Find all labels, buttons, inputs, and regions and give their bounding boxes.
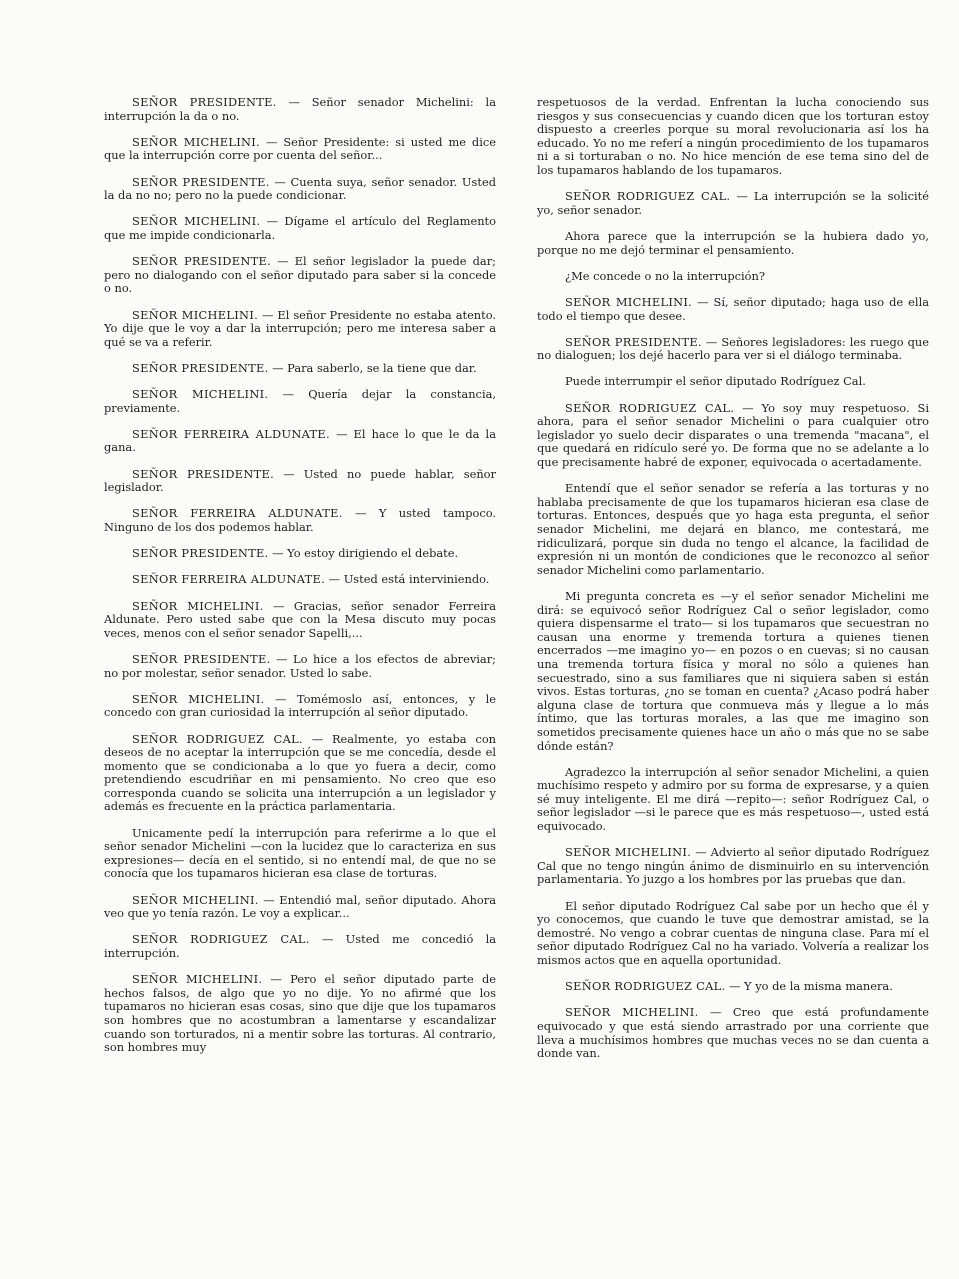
speaker-name: SEÑOR MICHELINI.: [565, 294, 693, 309]
paragraph: [104, 309, 496, 350]
paragraph: [537, 980, 929, 994]
paragraph-text: Agradezco la interrupción al señor senador Michelini, a quien muchísimo respeto y admiro por su forma de expresarse, y a quien sé muy inteligente. El me dirá —repito—: señor Rodríguez Cal, o señor legislador —si le parece que es más respetuoso—, usted está equivocado.: [537, 764, 929, 834]
paragraph-text: — Lo hice a los efectos de abreviar; no por molestar, señor senador. Usted lo sabe.: [104, 651, 497, 680]
paragraph-text: — Creo que está profundamente equivocado y que está siendo arrastrado por una corriente que lleva a muchísimos hombres que muchas veces no se dan cuenta a donde van.: [537, 1005, 929, 1061]
paragraph: [537, 96, 929, 178]
paragraph-text: — El señor Presidente no estaba atento. Yo dije que le voy a dar la interrupción; pero me interesa saber a qué se va a referir.: [104, 307, 497, 349]
paragraph: [104, 693, 496, 720]
paragraph-text: — Yo soy muy respetuoso. Si ahora, para el señor senador Michelini o para cualquier otro legislador yo suelo decir disparates o una tremenda "macana", el que quedará en ridículo seré yo. De forma que no se adelante a lo que precisamente habré de exponer, equivocada o acertadamente.: [537, 400, 930, 470]
speaker-name: SEÑOR RODRIGUEZ CAL.: [132, 932, 310, 947]
paragraph: [104, 215, 496, 242]
paragraph-text: ¿Me concede o no la interrupción?: [565, 268, 765, 283]
paragraph: [537, 375, 929, 389]
paragraph-text: Mi pregunta concreta es —y el señor senador Michelini me dirá: se equivocó señor Rodríguez Cal o señor legislador, como quiera dispensarme el trato— si los tupamaros que secuestran no causan una enorme y tremenda tortura a quienes tienen encerrados —me imagino yo— en pozos o en cuevas; si no causan una tremenda tortura física y moral no sólo a quienes han secuestrado, sino a sus familiares que ni siquiera saben si están vivos. Estas torturas, ¿no se toman en cuenta? ¿Acaso podrá haber alguna clase de tortura que conmueva más y llegue a lo más íntimo, que las torturas morales, a las que me imagino son sometidos precisamente quienes hace un año o más que no se sabe dónde están?: [537, 588, 929, 753]
speaker-name: SEÑOR PRESIDENTE.: [132, 651, 271, 666]
paragraph: [537, 336, 929, 363]
speaker-name: SEÑOR PRESIDENTE.: [132, 174, 270, 189]
paragraph: [537, 482, 929, 577]
paragraph-text: — Sí, señor diputado; haga uso de ella todo el tiempo que desee.: [537, 294, 929, 323]
paragraph: [104, 894, 496, 921]
paragraph: [104, 428, 496, 455]
paragraph-text: — Señores legisladores: les ruego que no dialoguen; los dejé hacerlo para ver si el diálogo terminaba.: [537, 334, 929, 363]
speaker-name: SEÑOR MICHELINI.: [132, 307, 259, 322]
paragraph: [537, 230, 929, 257]
speaker-name: SEÑOR RODRIGUEZ CAL.: [565, 979, 726, 994]
paragraph: [104, 573, 496, 587]
paragraph: [537, 590, 929, 753]
speaker-name: SEÑOR RODRIGUEZ CAL.: [565, 400, 735, 415]
right-column: [537, 96, 929, 1073]
paragraph: [537, 1006, 929, 1060]
paragraph-text: — Usted me concedió la interrupción.: [104, 932, 497, 960]
paragraph: [104, 176, 496, 203]
speaker-name: SEÑOR MICHELINI.: [132, 214, 261, 229]
speaker-name: SEÑOR MICHELINI.: [132, 387, 269, 402]
speaker-name: SEÑOR PRESIDENTE.: [132, 254, 272, 269]
paragraph: [537, 402, 929, 470]
paragraph: [104, 547, 496, 561]
paragraph-text: — Cuenta suya, señor senador. Usted la da no no; pero no la puede condicionar.: [104, 174, 496, 203]
paragraph-text: — Señor Presidente: si usted me dice que la interrupción corre por cuenta del señor...: [104, 134, 496, 163]
speaker-name: SEÑOR PRESIDENTE.: [132, 546, 269, 561]
paragraph-text: — Tomémoslo así, entonces, y le concedo con gran curiosidad la interrupción al señor diputado.: [104, 691, 496, 720]
paragraph-text: Puede interrumpir el señor diputado Rodríguez Cal.: [565, 374, 866, 389]
paragraph: [537, 270, 929, 284]
speaker-name: SEÑOR MICHELINI.: [132, 134, 261, 149]
paragraph-text: — Yo estoy dirigiendo el debate.: [268, 546, 459, 561]
paragraph-text: — Realmente, yo estaba con deseos de no aceptar la interrupción que se me concedía, desde el momento que se condicionaba a lo que yo fuera a decir, como pretendiendo escudriñar en mi pensamiento. No creo que eso corresponda cuando se solicita una interrupción a un legislador y además es frecuente en la práctica parlamentaria.: [104, 731, 497, 814]
paragraph-text: — Quería dejar la constancia, previamente.: [104, 387, 496, 415]
paragraph-text: — El señor legislador la puede dar; pero no dialogando con el señor diputado para saber si la concede o no.: [104, 254, 496, 296]
speaker-name: SEÑOR FERREIRA ALDUNATE.: [132, 572, 326, 587]
paragraph-text: — El hace lo que le da la gana.: [104, 426, 496, 455]
paragraph-text: — Señor senador Michelini: la interrupción la da o no.: [104, 95, 496, 123]
speaker-name: SEÑOR RODRIGUEZ CAL.: [132, 731, 303, 746]
speaker-name: SEÑOR PRESIDENTE.: [132, 466, 275, 481]
paragraph-text: — Y usted tampoco. Ninguno de los dos podemos hablar.: [104, 506, 496, 534]
paragraph-text: Entendí que el señor senador se refería a las torturas y no hablaba precisamente de que los tupamaros hicieran esa clase de torturas. Entonces, después que yo haga esta pregunta, el señor senador Michelini, me dejará en blanco, me contestará, me ridiculizará, porque sin duda no tengo el alcance, la facilidad de expresión ni un montón de condiciones que le reconozco al señor senador Michelini como parlamentario.: [537, 481, 929, 577]
paragraph-text: — Usted está interviniendo.: [325, 572, 490, 587]
speaker-name: SEÑOR PRESIDENTE.: [132, 95, 277, 109]
paragraph: [537, 846, 929, 887]
speaker-name: SEÑOR RODRIGUEZ CAL.: [565, 189, 731, 204]
speaker-name: SEÑOR PRESIDENTE.: [565, 334, 702, 349]
paragraph: [537, 296, 929, 323]
paragraph-text: — Dígame el artículo del Reglamento que me impide condicionarla.: [104, 214, 496, 242]
speaker-name: SEÑOR PRESIDENTE.: [132, 360, 269, 375]
paragraph: [104, 507, 496, 534]
paragraph: [104, 468, 496, 495]
speaker-name: SEÑOR MICHELINI.: [132, 691, 265, 706]
paragraph: [104, 933, 496, 960]
paragraph-text: — La interrupción se la solicité yo, señor senador.: [537, 189, 930, 217]
paragraph: [104, 255, 496, 296]
paragraph: [104, 733, 496, 815]
paragraph-text: — Pero el señor diputado parte de hechos falsos, de algo que yo no dije. Yo no afirmé que los tupamaros no hicieran esas cosas, sino que dije que los tupamaros son hombres que no acostumbran a lamentarse y escandalizar cuando son torturados, ni a mentir sobre las torturas. Al contrario, son hombres muy: [104, 972, 497, 1055]
paragraph: [104, 973, 496, 1055]
paragraph-text: El señor diputado Rodríguez Cal sabe por un hecho que él y yo conocemos, que cuando le tuve que demostrar amistad, se la demostré. No vengo a cobrar cuentas de ninguna clase. Para mí el señor diputado Rodríguez Cal no ha variado. Volvería a realizar los mismos actos que en aquella oportunidad.: [537, 898, 929, 967]
speaker-name: SEÑOR MICHELINI.: [565, 845, 692, 860]
paragraph: [104, 600, 496, 641]
paragraph: [104, 362, 496, 376]
paragraph: [104, 96, 496, 123]
paragraph: [104, 827, 496, 881]
paragraph: [104, 653, 496, 680]
paragraph: [537, 190, 929, 217]
paragraph-text: — Usted no puede hablar, señor legislador.: [104, 466, 496, 495]
paragraph: [537, 766, 929, 834]
paragraph-text: respetuosos de la verdad. Enfrentan la lucha conociendo sus riesgos y sus consecuencias y cuando dicen que los torturan estoy dispuesto a creerles porque su moral revolucionaria así los ha educado. Yo no me referí a ningún procedimiento de los tupamaros ni a si torturaban o no. No hice mención de ese tema sino del de los tupamaros hablando de los tupamaros.: [537, 95, 929, 177]
paragraph-text: — Y yo de la misma manera.: [725, 979, 893, 994]
paragraph: [537, 900, 929, 968]
speaker-name: SEÑOR MICHELINI.: [132, 972, 263, 987]
paragraph-text: Unicamente pedí la interrupción para referirme a lo que el señor senador Michelini —con la lucidez que lo caracteriza en sus expresiones— decía en el sentido, si no entendí mal, de que no se conocía que los tupamaros hicieran esa clase de torturas.: [104, 825, 496, 881]
paragraph-text: — Advierto al señor diputado Rodríguez Cal que no tengo ningún ánimo de disminuirlo en su intervención parlamentaria. Yo juzgo a los hombres por las pruebas que dan.: [537, 845, 929, 887]
speaker-name: SEÑOR FERREIRA ALDUNATE.: [132, 426, 330, 441]
paragraph-text: Ahora parece que la interrupción se la hubiera dado yo, porque no me dejó terminar el pensamiento.: [537, 228, 929, 257]
left-column: [104, 96, 496, 1067]
speaker-name: SEÑOR MICHELINI.: [132, 598, 264, 613]
paragraph: [104, 388, 496, 415]
paragraph-text: — Gracias, señor senador Ferreira Aldunate. Pero usted sabe que con la Mesa discuto muy pocas veces, menos con el señor senador Sapelli,...: [104, 598, 496, 640]
paragraph: [104, 136, 496, 163]
speaker-name: SEÑOR MICHELINI.: [132, 892, 259, 907]
paragraph-text: — Entendió mal, señor diputado. Ahora veo que yo tenía razón. Le voy a explicar...: [104, 892, 497, 921]
speaker-name: SEÑOR FERREIRA ALDUNATE.: [132, 506, 343, 521]
speaker-name: SEÑOR MICHELINI.: [565, 1005, 699, 1020]
paragraph-text: — Para saberlo, se la tiene que dar.: [268, 360, 477, 375]
